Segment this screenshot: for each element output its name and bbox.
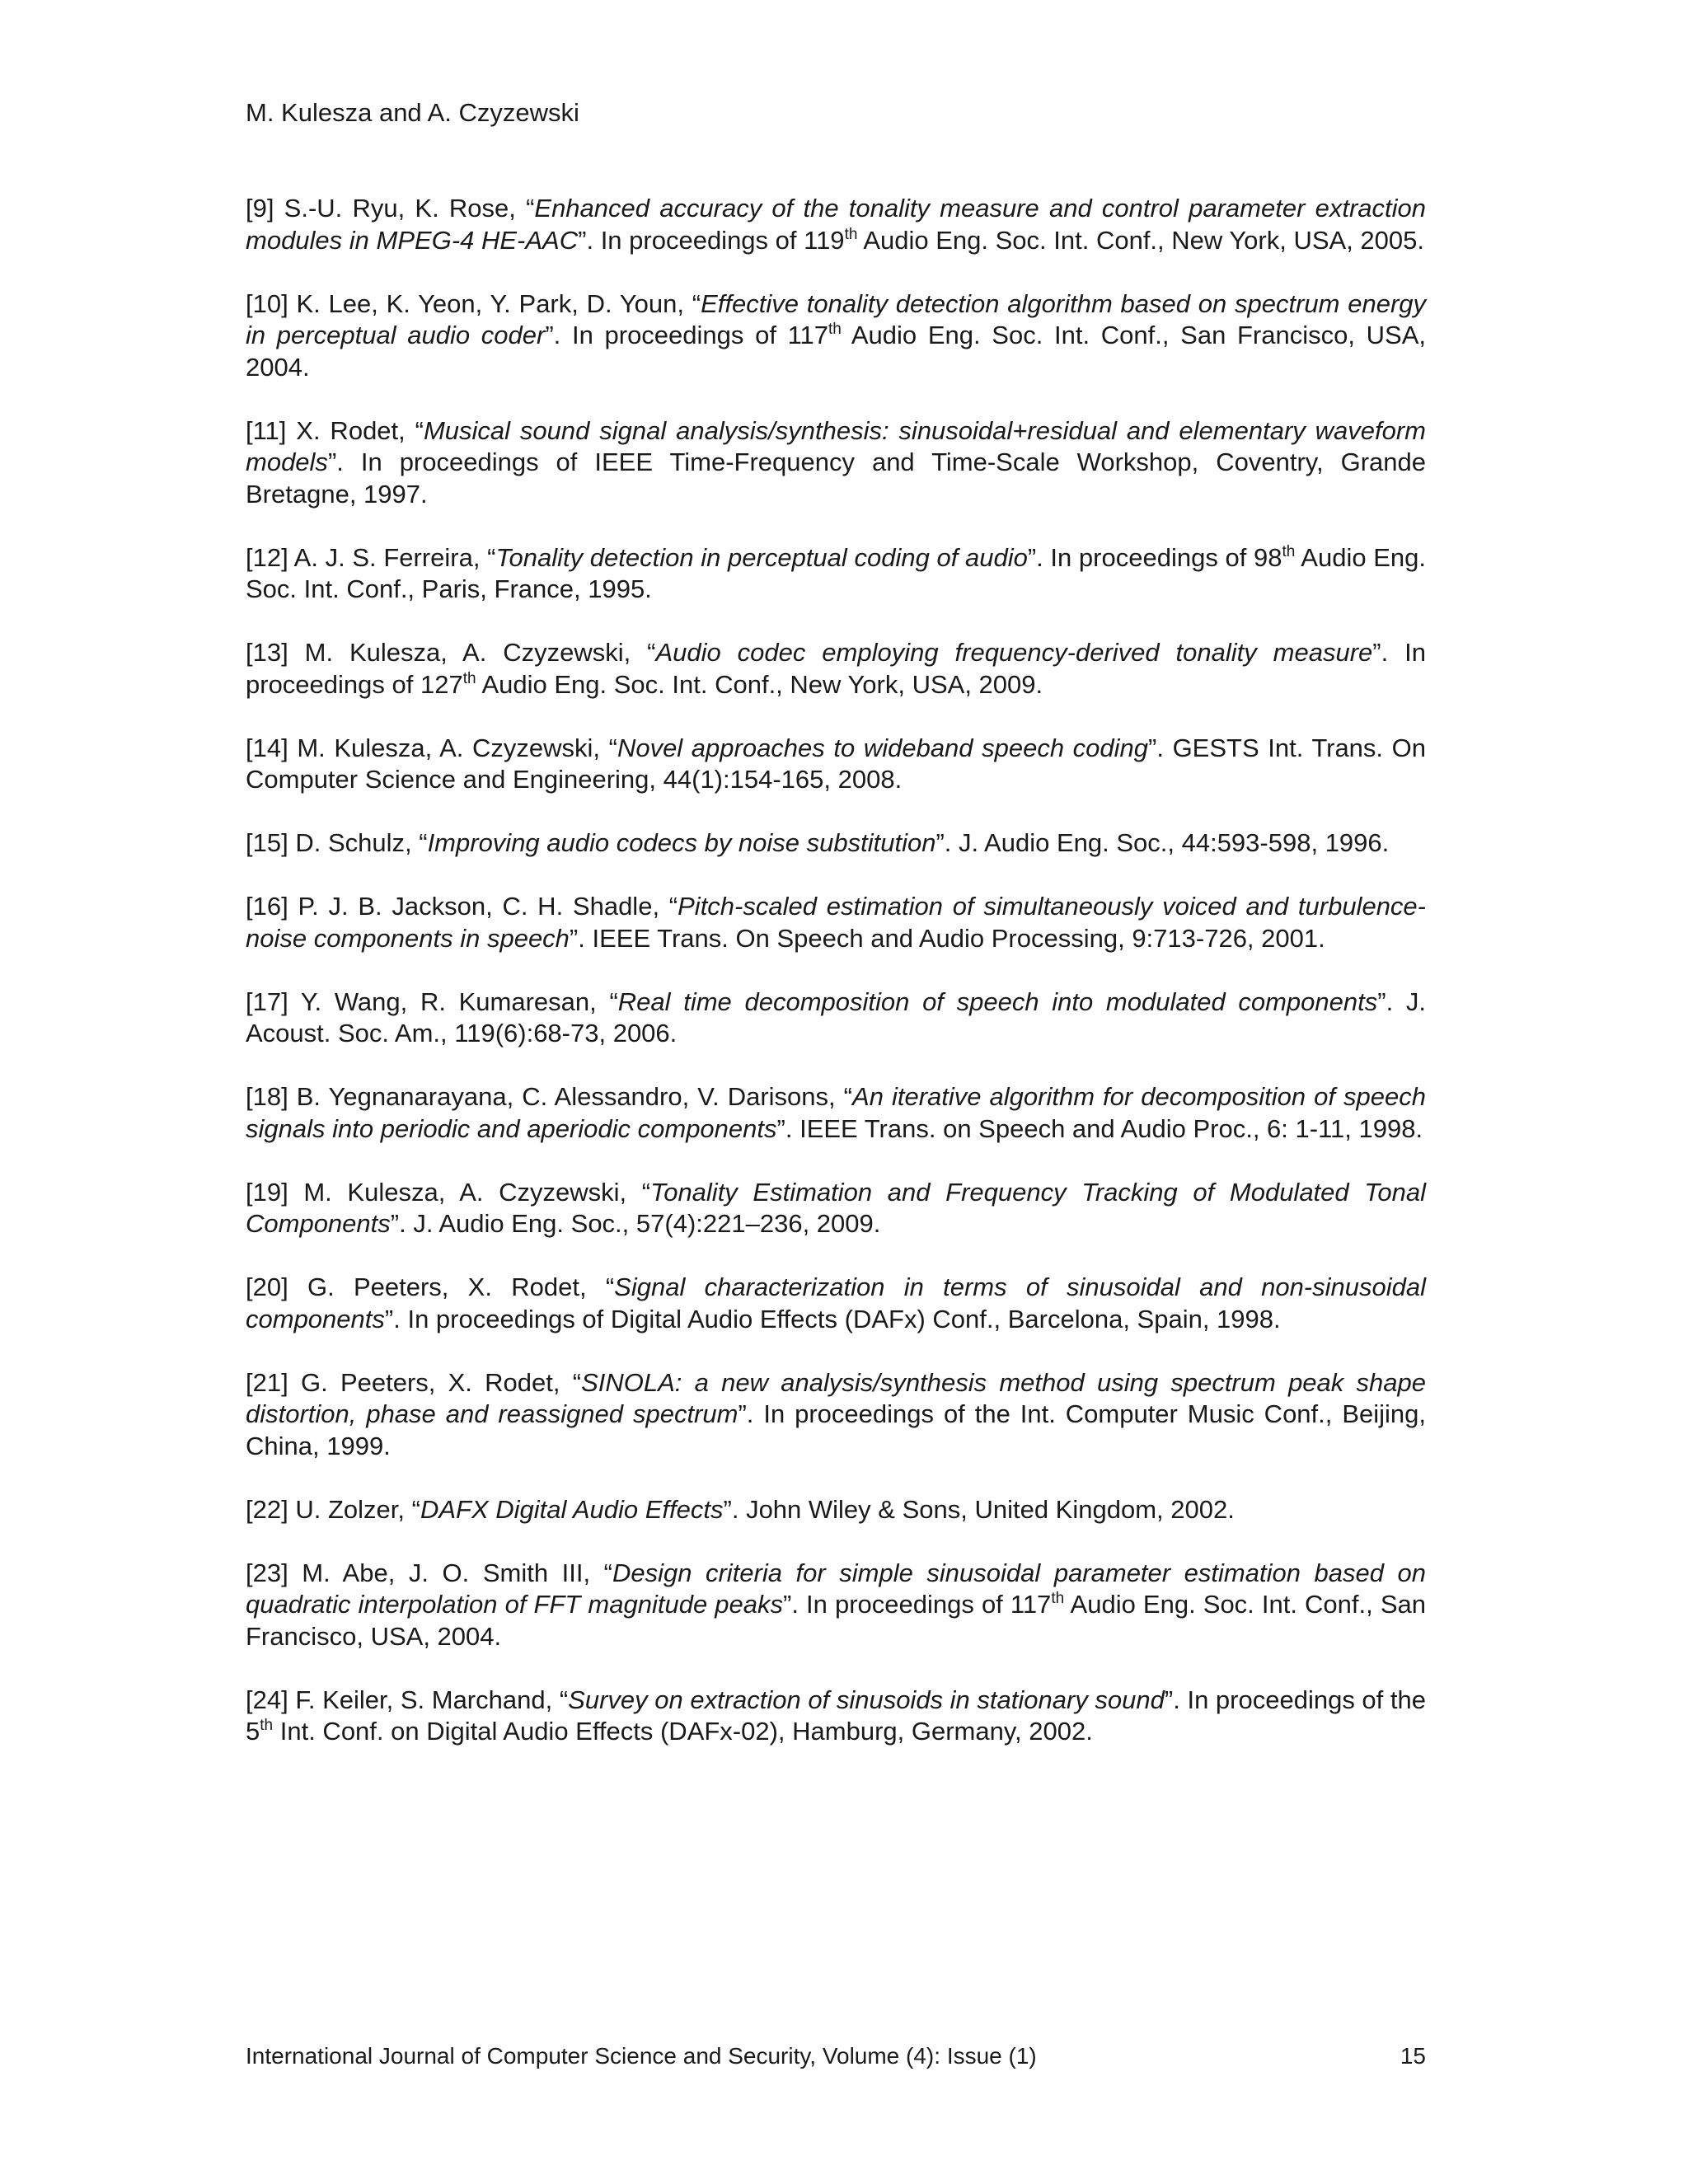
journal-citation: International Journal of Computer Science and Security, Volume (4): Issue (1) (246, 2043, 1037, 2069)
reference-number: [10] (246, 288, 288, 318)
reference-item: [9] S.-U. Ryu, K. Rose, “Enhanced accuracy of the tonality measure and control parameter extraction modules in MPEG-4 HE-AAC”. In proceedings of 119th Audio Eng. Soc. Int. Conf., New York, USA, 2005. (246, 194, 1426, 255)
reference-number: [12] (246, 542, 288, 572)
ordinal-suffix: th (1282, 542, 1296, 560)
reference-number: [11] (246, 415, 287, 445)
reference-authors: M. Kulesza, A. Czyzewski, (297, 733, 601, 762)
reference-item: [18] B. Yegnanarayana, C. Alessandro, V. Darisons, “An iterative algorithm for decomposition of speech signals into periodic and aperiodic components”. IEEE Trans. on Speech and Audio Proc., 6: 1-11, 1998. (246, 1082, 1427, 1143)
ordinal-suffix: th (828, 321, 842, 338)
page-footer (246, 2042, 1426, 2070)
reference-details: In proceedings of 117 (806, 1590, 1052, 1619)
reference-title: Pitch-scaled estimation of simultaneously voiced and turbulence-noise components in speech (246, 892, 1426, 953)
reference-details: In proceedings of the 5 (246, 1685, 1426, 1746)
reference-number: [13] (246, 638, 288, 667)
reference-details: In proceedings of 98 (1050, 542, 1282, 572)
reference-authors: M. Kulesza, A. Czyzewski, (303, 1177, 627, 1207)
reference-authors: Y. Wang, R. Kumaresan, (300, 987, 597, 1016)
reference-number: [22] (246, 1494, 288, 1524)
reference-title: Tonality detection in perceptual coding of audio (495, 542, 1028, 572)
reference-item: [12] A. J. S. Ferreira, “Tonality detection in perceptual coding of audio”. In proceedings of 98th Audio Eng. Soc. Int. Conf., Paris, France, 1995. (246, 542, 1426, 603)
reference-title: Survey on extraction of sinusoids in stationary sound (568, 1685, 1165, 1714)
reference-authors: G. Peeters, X. Rodet, (307, 1272, 587, 1301)
reference-details: IEEE Trans. On Speech and Audio Processing, 9:713-726, 2001. (592, 923, 1325, 953)
reference-title: Signal characterization in terms of sinusoidal and non-sinusoidal components (246, 1272, 1426, 1333)
reference-number: [16] (246, 892, 288, 921)
reference-item: [10] K. Lee, K. Yeon, Y. Park, D. Youn, “Effective tonality detection algorithm based on spectrum energy in perceptual audio coder”. In proceedings of 117th Audio Eng. Soc. Int. Conf., San Francisco, USA, 2004. (246, 288, 1427, 382)
reference-title: SINOLA: a new analysis/synthesis method using spectrum peak shape distortion, phase and reassigned spectrum (246, 1367, 1426, 1428)
page-number: 15 (1400, 2043, 1426, 2069)
reference-details: In proceedings of 117 (571, 321, 829, 349)
reference-item: [14] M. Kulesza, A. Czyzewski, “Novel approaches to wideband speech coding”. GESTS Int. Trans. On Computer Science and Engineering, 44(1):154-165, 2008. (246, 733, 1426, 794)
reference-details-continued: Audio Eng. Soc. Int. Conf., Paris, France, 1995. (246, 542, 1426, 603)
reference-details: In proceedings of IEEE Time-Frequency and Time-Scale Workshop, Coventry, Grande Bretagne, 1997. (246, 448, 1426, 509)
reference-details: John Wiley & Sons, United Kingdom, 2002. (746, 1494, 1235, 1524)
reference-authors: F. Keiler, S. Marchand, (295, 1685, 553, 1714)
reference-title: Design criteria for simple sinusoidal parameter estimation based on quadratic interpolation of FFT magnitude peaks (246, 1558, 1426, 1619)
reference-details-continued: Audio Eng. Soc. Int. Conf., New York, USA, 2009. (481, 669, 1043, 699)
reference-details: In proceedings of 127 (246, 638, 1426, 699)
reference-number: [23] (246, 1558, 288, 1587)
reference-item: [20] G. Peeters, X. Rodet, “Signal characterization in terms of sinusoidal and non-sinusoidal components”. In proceedings of Digital Audio Effects (DAFx) Conf., Barcelona, Spain, 1998. (246, 1272, 1426, 1333)
reference-number: [14] (246, 733, 288, 762)
reference-details: In proceedings of 119 (600, 225, 845, 255)
reference-authors: D. Schulz, (295, 828, 412, 857)
reference-title: An iterative algorithm for decomposition of speech signals into periodic and aperiodic components (246, 1082, 1427, 1143)
reference-title: Improving audio codecs by noise substitution (427, 828, 936, 857)
reference-title: Real time decomposition of speech into modulated components (617, 987, 1378, 1016)
reference-authors: P. J. B. Jackson, C. H. Shadle, (298, 892, 660, 921)
reference-authors: A. J. S. Ferreira, (293, 542, 481, 572)
reference-number: [21] (246, 1367, 288, 1397)
reference-item: [16] P. J. B. Jackson, C. H. Shadle, “Pitch-scaled estimation of simultaneously voiced and turbulence-noise components in speech”. IEEE Trans. On Speech and Audio Processing, 9:713-726, 2001. (246, 892, 1426, 953)
reference-details-continued: Audio Eng. Soc. Int. Conf., New York, USA, 2005. (863, 225, 1424, 255)
reference-details: IEEE Trans. on Speech and Audio Proc., 6: 1-11, 1998. (799, 1113, 1423, 1143)
reference-number: [15] (246, 828, 288, 857)
reference-item: [17] Y. Wang, R. Kumaresan, “Real time decomposition of speech into modulated components”. J. Acoust. Soc. Am., 119(6):68-73, 2006. (246, 987, 1426, 1047)
reference-title: Effective tonality detection algorithm based on spectrum energy in perceptual audio coder (246, 288, 1427, 349)
ordinal-suffix: th (462, 669, 476, 687)
reference-item: [23] M. Abe, J. O. Smith III, “Design criteria for simple sinusoidal parameter estimation based on quadratic interpolation of FFT magnitude peaks”. In proceedings of 117th Audio Eng. Soc. Int. Conf., San Francisco, USA, 2004. (246, 1558, 1426, 1651)
ordinal-suffix: th (260, 1717, 274, 1734)
reference-title: Tonality Estimation and Frequency Tracking of Modulated Tonal Components (246, 1177, 1426, 1238)
reference-authors: S.-U. Ryu, K. Rose, (284, 194, 516, 223)
reference-number: [18] (246, 1082, 288, 1111)
reference-item: [21] G. Peeters, X. Rodet, “SINOLA: a new analysis/synthesis method using spectrum peak shape distortion, phase and reassigned spectrum”. In proceedings of the Int. Computer Music Conf., Beijing, China, 1999. (246, 1367, 1426, 1460)
reference-authors: G. Peeters, X. Rodet, (300, 1367, 560, 1397)
reference-details-continued: Audio Eng. Soc. Int. Conf., San Francisco, USA, 2004. (246, 1590, 1426, 1651)
reference-authors: K. Lee, K. Yeon, Y. Park, D. Youn, (296, 288, 684, 318)
reference-details: J. Audio Eng. Soc., 44:593-598, 1996. (959, 828, 1390, 857)
reference-details: J. Acoust. Soc. Am., 119(6):68-73, 2006. (246, 987, 1426, 1047)
reference-item: [22] U. Zolzer, “DAFX Digital Audio Effects”. John Wiley & Sons, United Kingdom, 2002. (246, 1494, 1235, 1524)
reference-list (246, 193, 1426, 1779)
reference-number: [19] (246, 1177, 288, 1207)
reference-authors: U. Zolzer, (295, 1494, 405, 1524)
reference-details-continued: Audio Eng. Soc. Int. Conf., San Francisco, USA, 2004. (246, 321, 1426, 382)
reference-item: [11] X. Rodet, “Musical sound signal analysis/synthesis: sinusoidal+residual and elementary waveform models”. In proceedings of IEEE Time-Frequency and Time-Scale Workshop, Coventry, Grande Bretagne, 1997. (246, 415, 1426, 509)
reference-authors: X. Rodet, (296, 415, 406, 445)
reference-details-continued: Int. Conf. on Digital Audio Effects (DAFx-02), Hamburg, Germany, 2002. (279, 1717, 1093, 1746)
reference-details: J. Audio Eng. Soc., 57(4):221–236, 2009. (413, 1209, 881, 1238)
reference-title: DAFX Digital Audio Effects (420, 1494, 724, 1524)
reference-authors: M. Kulesza, A. Czyzewski, (304, 638, 631, 667)
running-header: M. Kulesza and A. Czyzewski (246, 98, 579, 127)
reference-title: Enhanced accuracy of the tonality measure and control parameter extraction modules in MPEG-4 HE-AAC (246, 194, 1426, 255)
reference-number: [9] (246, 194, 274, 223)
reference-authors: B. Yegnanarayana, C. Alessandro, V. Darisons, (296, 1082, 836, 1111)
ordinal-suffix: th (844, 225, 858, 243)
ordinal-suffix: th (1051, 1590, 1065, 1607)
reference-authors: M. Abe, J. O. Smith III, (302, 1558, 591, 1587)
reference-title: Musical sound signal analysis/synthesis: sinusoidal+residual and elementary waveform models (246, 415, 1426, 476)
reference-number: [20] (246, 1272, 288, 1301)
reference-item: [19] M. Kulesza, A. Czyzewski, “Tonality Estimation and Frequency Tracking of Modulated Tonal Components”. J. Audio Eng. Soc., 57(4):221–236, 2009. (246, 1177, 1426, 1238)
reference-item: [15] D. Schulz, “Improving audio codecs by noise substitution”. J. Audio Eng. Soc., 44:593-598, 1996. (246, 828, 1390, 857)
reference-details: In proceedings of Digital Audio Effects (DAFx) Conf., Barcelona, Spain, 1998. (407, 1304, 1281, 1333)
reference-item: [13] M. Kulesza, A. Czyzewski, “Audio codec employing frequency-derived tonality measure”. In proceedings of 127th Audio Eng. Soc. Int. Conf., New York, USA, 2009. (246, 638, 1426, 699)
reference-number: [24] (246, 1685, 288, 1714)
reference-title: Audio codec employing frequency-derived tonality measure (655, 638, 1373, 667)
reference-details: GESTS Int. Trans. On Computer Science and Engineering, 44(1):154-165, 2008. (246, 733, 1426, 794)
reference-number: [17] (246, 987, 288, 1016)
reference-title: Novel approaches to wideband speech coding (617, 733, 1149, 762)
reference-item: [24] F. Keiler, S. Marchand, “Survey on extraction of sinusoids in stationary sound”. In proceedings of the 5th Int. Conf. on Digital Audio Effects (DAFx-02), Hamburg, Germany, 2002. (246, 1685, 1426, 1746)
reference-details: In proceedings of the Int. Computer Music Conf., Beijing, China, 1999. (246, 1399, 1426, 1460)
